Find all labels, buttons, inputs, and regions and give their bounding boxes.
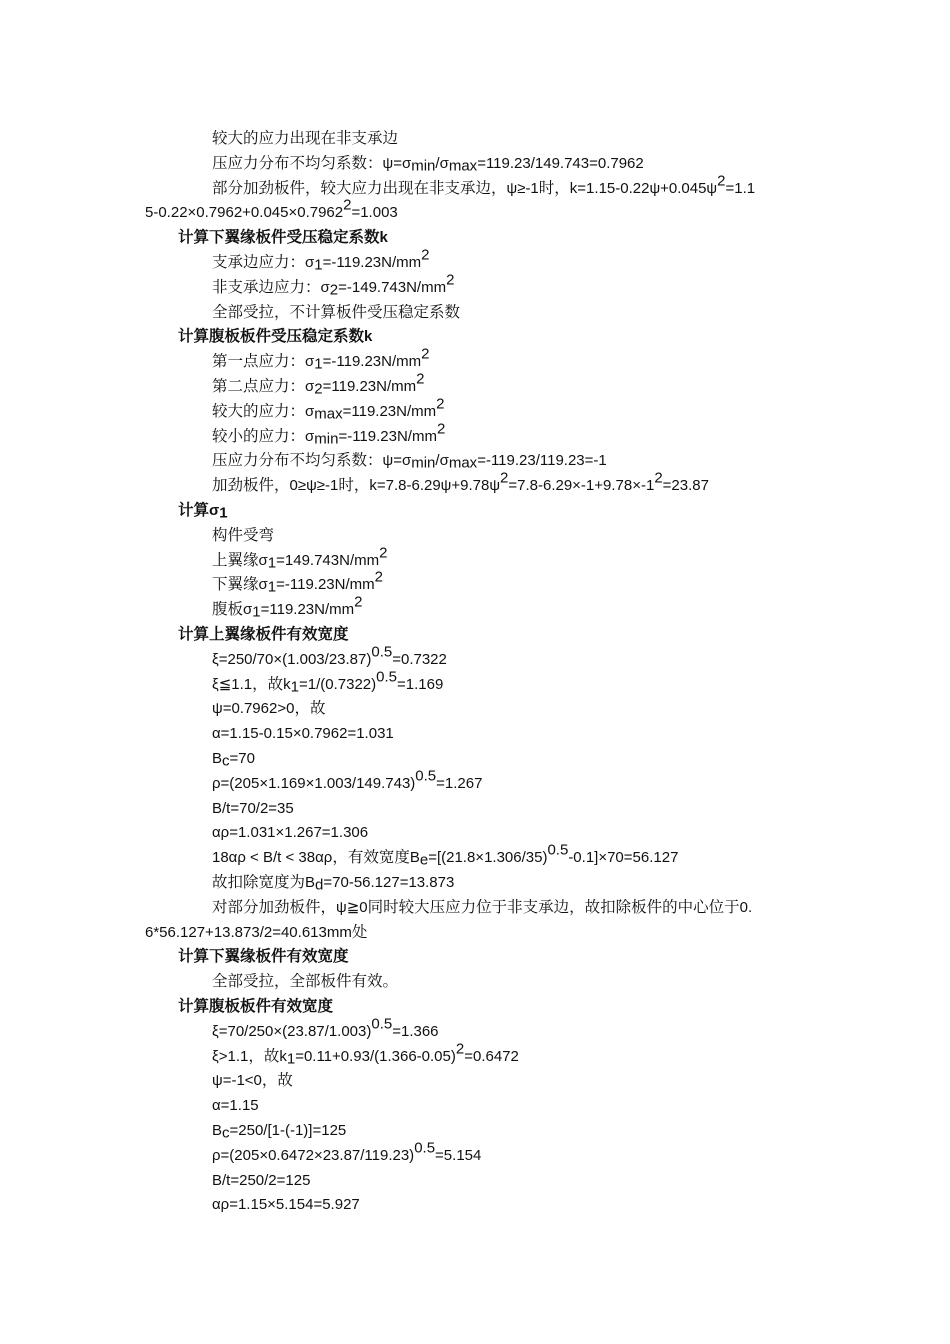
text-run: 对部分加劲板件， [212,897,337,916]
text-run: ，故 [294,699,326,718]
text-run: 第一点应力： [212,352,306,371]
text-line [0,151,950,176]
text-line [0,523,950,548]
text-line [0,767,950,796]
text-run: ，故 [248,1046,280,1065]
text-run: 5-0.22×0.7962+0.045×0.7962 [145,204,344,222]
text-run: σ [305,254,315,271]
text-run: ξ=250/70×(1.003/23.87) [212,650,372,668]
text-line [0,1040,950,1069]
text-line [0,1015,950,1044]
text-run: ψ=-1<0 [212,1072,262,1090]
subscript: d [315,876,324,894]
text-run: =119.23N/mm [342,402,437,420]
text-run: 时， [338,476,370,495]
text-run: =1.003 [351,204,398,222]
text-run: 压应力分布不均匀系数： [212,153,383,172]
text-run: σ [258,576,268,594]
text-run: 腹板 [212,600,244,619]
text-run: k [364,328,373,346]
text-run: =[(21.8×1.306/35) [428,849,548,867]
text-line [0,246,950,275]
text-line [0,469,950,498]
text-run: αρ=1.031×1.267=1.306 [212,824,369,842]
text-run: 支承边应力： [212,253,306,271]
text-run: ρ=(205×1.169×1.003/149.743) [212,774,416,792]
text-run: /σ [435,154,449,172]
text-run: 计算上翼缘板件有效宽度 [178,624,349,643]
text-run: ξ=70/250×(23.87/1.003) [212,1022,372,1040]
text-run: =1/(0.7322) [299,675,377,693]
text-line [0,271,950,300]
subscript: 1 [290,677,299,695]
text-run: B [305,874,316,891]
text-run: =5.154 [435,1146,482,1164]
text-run: k [283,675,291,693]
text-run: ，有效宽度 [332,848,410,867]
text-run: 计算 [178,500,210,519]
text-run: =149.743N/mm [276,551,380,569]
section-heading [0,622,950,647]
text-run: σ [305,378,315,395]
text-line [0,796,950,821]
text-line [0,544,950,573]
text-run: B/t=70/2=35 [212,799,294,817]
text-run: ξ≦1.1 [212,675,253,693]
text-line [0,300,950,325]
text-line [0,920,950,945]
superscript: 2 [379,544,388,562]
text-run: 全部受拉，不计算板件受压稳定系数 [212,302,461,321]
text-run: 时， [538,178,570,197]
subscript: max [314,405,343,423]
text-run: σ [305,353,315,371]
text-run: ，故 [252,674,284,693]
text-run: =119.23N/mm [322,378,417,395]
superscript: 2 [354,593,363,611]
text-run: σ [209,502,220,519]
text-run: 较小的应力： [212,426,306,445]
section-heading [0,994,950,1019]
superscript: 0.5 [376,668,397,686]
text-run: =250/[1-(-1)]=125 [229,1122,347,1139]
text-run: 计算腹板板件有效宽度 [178,996,334,1015]
text-run: =119.23N/mm [260,601,355,619]
subscript: c [222,752,230,770]
text-line [0,1139,950,1168]
superscript: 2 [421,246,430,264]
text-run: σ [243,601,253,619]
text-run: =1.366 [392,1022,439,1040]
text-run: 18αρ < B/t < 38αρ [212,849,333,867]
text-run: 非支承边应力： [212,277,321,296]
text-run: 压应力分布不均匀系数： [212,451,383,470]
text-run: =1.1 [725,179,756,197]
text-run: 较大的应力出现在非支承边 [212,129,399,147]
subscript: 1 [314,256,323,274]
superscript: 2 [436,420,446,438]
text-run: /σ [435,452,449,470]
subscript: min [411,157,436,175]
text-run: ψ≥-1 [506,179,539,197]
text-line [0,196,950,225]
text-line [0,395,950,424]
text-run: ψ=0.7962>0 [212,700,295,718]
section-heading [0,498,950,523]
superscript: 2 [436,395,445,413]
text-run: 同时较大压应力位于非支承边，故扣除板件的中心位于 [367,897,740,916]
text-run: =-119.23/119.23=-1 [477,452,607,470]
superscript: 2 [717,172,726,190]
subscript: c [222,1124,230,1142]
text-line [0,448,950,473]
superscript: 2 [500,469,509,487]
text-run: =-119.23N/mm [276,576,375,594]
section-heading [0,225,950,250]
text-run: 故扣除宽度为 [212,873,306,891]
text-line [0,820,950,845]
text-run: k=1.15-0.22ψ+0.045ψ [569,179,718,197]
subscript: 1 [252,603,261,621]
subscript: 1 [286,1049,296,1067]
text-run: ψ=σ [382,452,412,470]
superscript: 2 [446,271,455,289]
text-run: ρ=(205×0.6472×23.87/119.23) [212,1146,415,1164]
section-heading [0,324,950,349]
superscript: 0.5 [414,1139,436,1157]
superscript: 2 [421,345,430,363]
text-run: B [212,1122,223,1139]
text-run: 0. [739,898,753,916]
text-run: σ [305,402,315,420]
text-line [0,593,950,622]
superscript: 0.5 [371,643,393,661]
text-run: 计算腹板板件受压稳定系数 [178,326,365,346]
subscript: 1 [267,553,277,571]
text-run: =7.8-6.29×-1+9.78×-1 [508,477,655,495]
subscript: 1 [267,578,277,596]
text-run: 计算下翼缘板件受压稳定系数 [178,227,380,247]
superscript: 2 [455,1040,465,1058]
text-run: σ [258,551,268,569]
text-run: =1.169 [397,675,444,693]
text-run: ψ≧0 [336,898,368,916]
text-line [0,746,950,771]
text-run: B [409,849,420,867]
text-run: ξ>1.1 [212,1047,249,1065]
text-run: 计算下翼缘板件有效宽度 [178,946,349,966]
text-run: =0.6472 [464,1047,519,1065]
text-line [0,870,950,895]
subscript: 2 [314,380,323,398]
text-run: 全部受拉，全部板件有效。 [212,972,399,991]
superscript: 2 [416,370,425,388]
text-line [0,568,950,597]
text-run: k [279,1047,287,1065]
text-line [0,1093,950,1118]
text-run: =-119.23N/mm [322,353,422,371]
text-line [0,841,950,870]
text-run: 处 [351,922,368,941]
superscript: 2 [343,196,352,214]
superscript: 0.5 [415,767,437,785]
text-line [0,345,950,374]
subscript: 1 [314,355,323,373]
text-run: B/t=250/2=125 [212,1171,311,1189]
text-run: -0.1]×70=56.127 [568,849,679,867]
text-run: 第二点应力： [212,377,306,395]
text-line [0,126,950,151]
text-run: α=1.15 [212,1097,259,1115]
text-run: 下翼缘 [212,575,259,594]
text-run: =119.23/149.743=0.7962 [477,154,644,172]
text-run: 较大的应力： [212,401,306,420]
text-line [0,895,950,920]
text-line [0,1192,950,1217]
text-line [0,721,950,746]
text-line [0,1118,950,1143]
section-heading [0,944,950,969]
superscript: 0.5 [371,1015,393,1033]
text-run: =1.267 [436,774,483,792]
text-line [0,696,950,721]
text-run: 0≥ψ≥-1 [289,477,339,495]
text-run: 部分加劲板件，较大应力出现在非支承边， [212,178,507,197]
superscript: 2 [654,469,663,487]
subscript: max [448,454,478,472]
text-line [0,420,950,449]
text-run: ψ=σ [382,154,412,172]
text-run: 6*56.127+13.873/2=40.613mm [145,923,352,941]
subscript: min [411,454,436,472]
text-run: αρ=1.15×5.154=5.927 [212,1196,360,1214]
text-line [0,668,950,697]
text-run: k=7.8-6.29ψ+9.78ψ [369,477,501,495]
subscript: min [314,429,339,447]
text-line [0,969,950,994]
superscript: 2 [374,568,383,586]
text-run: σ [320,278,330,296]
text-run: =0.11+0.93/(1.366-0.05) [295,1047,456,1065]
text-line [0,1068,950,1093]
text-run: σ [305,427,315,445]
text-run: 加劲板件， [212,476,290,495]
text-run: 构件受弯 [212,525,275,544]
text-line [0,643,950,672]
text-line [0,1168,950,1193]
text-run: ，故 [261,1071,293,1090]
subscript: 2 [329,281,339,299]
text-run: =70-56.127=13.873 [323,874,455,891]
text-run: =70 [229,750,255,767]
text-run: =-119.23N/mm [338,427,437,445]
text-run: B [212,750,223,767]
text-run: k [379,229,388,247]
text-run: =23.87 [662,477,709,495]
text-line [0,370,950,399]
subscript: 1 [219,504,228,522]
text-run: α=1.15-0.15×0.7962=1.031 [212,725,394,743]
subscript: max [448,157,478,175]
superscript: 0.5 [547,841,569,859]
text-line [0,172,950,201]
text-run: =-119.23N/mm [322,254,422,271]
text-run: =0.7322 [392,650,447,668]
text-run: 上翼缘 [212,550,259,569]
text-run: =-149.743N/mm [338,278,447,296]
subscript: e [419,851,429,869]
